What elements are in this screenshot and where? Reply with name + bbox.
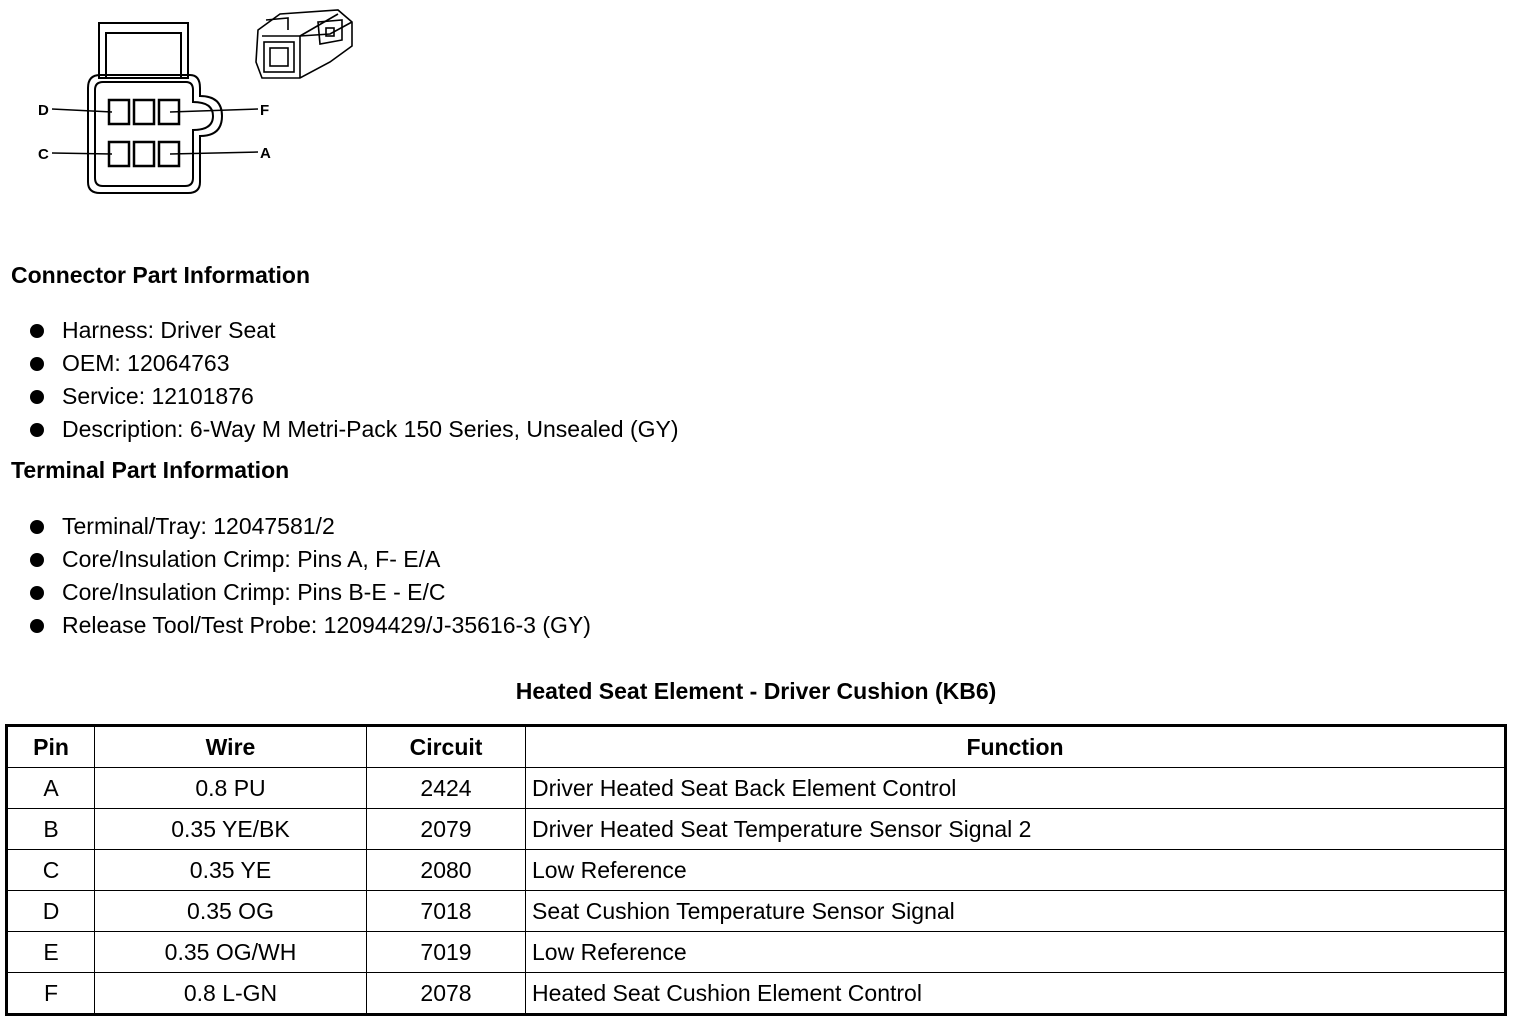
cell-wire: 0.8 PU bbox=[95, 768, 367, 809]
header-circuit: Circuit bbox=[367, 726, 526, 768]
table-row bbox=[7, 809, 1506, 850]
cell-circuit: 2080 bbox=[367, 850, 526, 891]
table-row bbox=[7, 932, 1506, 973]
list-item: Core/Insulation Crimp: Pins B-E - E/C bbox=[28, 576, 591, 609]
pin-table bbox=[5, 724, 1507, 1016]
header-pin: Pin bbox=[7, 726, 95, 768]
connector-info-title: Connector Part Information bbox=[11, 262, 311, 288]
cell-function: Heated Seat Cushion Element Control bbox=[526, 973, 1506, 1015]
cell-pin: D bbox=[7, 891, 95, 932]
cell-function: Driver Heated Seat Back Element Control bbox=[526, 768, 1506, 809]
cell-wire: 0.8 L-GN bbox=[95, 973, 367, 1015]
cell-wire: 0.35 YE/BK bbox=[95, 809, 367, 850]
cell-circuit: 2078 bbox=[367, 973, 526, 1015]
list-item: Core/Insulation Crimp: Pins A, F- E/A bbox=[28, 543, 591, 576]
list-item: Service: 12101876 bbox=[28, 380, 679, 413]
terminal-info-list bbox=[28, 510, 591, 642]
list-item: Description: 6-Way M Metri-Pack 150 Series, Unsealed (GY) bbox=[28, 413, 679, 446]
cell-circuit: 7019 bbox=[367, 932, 526, 973]
pin-label-d: D bbox=[38, 102, 49, 119]
cell-pin: E bbox=[7, 932, 95, 973]
table-title: Heated Seat Element - Driver Cushion (KB6) bbox=[515, 678, 997, 704]
cell-circuit: 2424 bbox=[367, 768, 526, 809]
pin-label-a: A bbox=[260, 145, 271, 162]
cell-function: Seat Cushion Temperature Sensor Signal bbox=[526, 891, 1506, 932]
cell-circuit: 7018 bbox=[367, 891, 526, 932]
cell-function: Low Reference bbox=[526, 932, 1506, 973]
cell-pin: C bbox=[7, 850, 95, 891]
cell-circuit: 2079 bbox=[367, 809, 526, 850]
list-item: Release Tool/Test Probe: 12094429/J-35616-3 (GY) bbox=[28, 609, 591, 642]
cell-function: Driver Heated Seat Temperature Sensor Signal 2 bbox=[526, 809, 1506, 850]
table-header-row bbox=[7, 726, 1506, 768]
connector-info-list bbox=[28, 314, 679, 446]
table-row bbox=[7, 768, 1506, 809]
terminal-info-title: Terminal Part Information bbox=[11, 457, 290, 483]
table-row bbox=[7, 850, 1506, 891]
list-item: OEM: 12064763 bbox=[28, 347, 679, 380]
cell-pin: F bbox=[7, 973, 95, 1015]
cell-function: Low Reference bbox=[526, 850, 1506, 891]
cell-pin: B bbox=[7, 809, 95, 850]
list-item: Terminal/Tray: 12047581/2 bbox=[28, 510, 591, 543]
header-wire: Wire bbox=[95, 726, 367, 768]
cell-wire: 0.35 YE bbox=[95, 850, 367, 891]
table-row bbox=[7, 973, 1506, 1015]
pin-label-f: F bbox=[260, 102, 270, 119]
cell-wire: 0.35 OG/WH bbox=[95, 932, 367, 973]
connector-diagram bbox=[0, 0, 380, 215]
cell-wire: 0.35 OG bbox=[95, 891, 367, 932]
table-row bbox=[7, 891, 1506, 932]
header-function: Function bbox=[526, 726, 1506, 768]
cell-pin: A bbox=[7, 768, 95, 809]
pin-label-c: C bbox=[38, 146, 49, 163]
list-item: Harness: Driver Seat bbox=[28, 314, 679, 347]
connector-iso-icon bbox=[256, 10, 352, 78]
